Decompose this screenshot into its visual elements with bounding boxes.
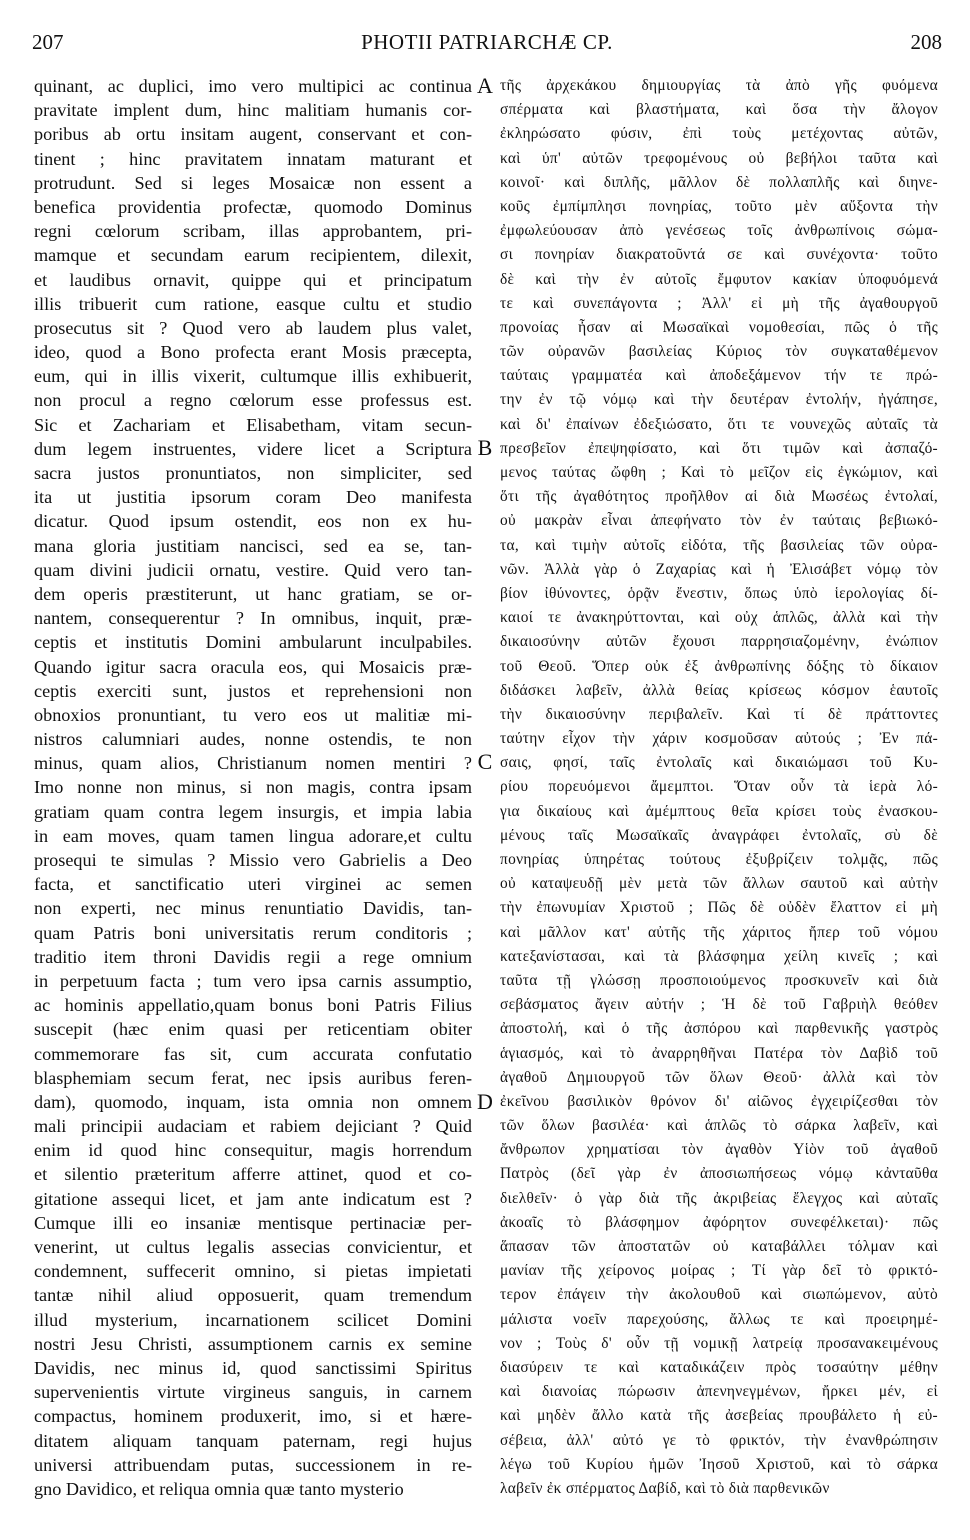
text-line: universi attribuendam putas, successionem in re-: [34, 1454, 472, 1475]
page-header: [32, 30, 942, 56]
text-line: ἐκεῖνου βασιλικὸν θρόνον δι' αἰῶνος ἐγχειρίζεσθαι τὸν: [500, 1092, 938, 1110]
text-line: διελθεῖν· ὁ γὰρ διὰ τῆς ἀκριβείας ἔλεγχος καὶ αὐταῖς: [500, 1189, 938, 1207]
text-line: quam divini judicii ornatu, vestire. Quid vero tan-: [34, 559, 472, 580]
text-line: σεβάσματος ἄγειν αὐτήν ; Ἡ δὲ τοῦ Γαβριὴλ θεόθεν: [500, 996, 938, 1014]
text-line: τὴν δικαιοσύνην περιβαλεῖν. Καὶ τί δὲ πράττοντες: [500, 705, 938, 723]
text-line: τα, καὶ τιμὴν αὐτοῖς εἰδότα, τῆς βασιλείας τῶν οὐρα-: [500, 536, 938, 554]
text-line: τοῦ Θεοῦ. Ὅπερ οὐκ ἐξ ἀνθρωπίνης δόξης τὸ δίκαιον: [500, 657, 938, 675]
text-line: Imo nonne non minus, si non magis, contra ipsam: [34, 777, 472, 798]
text-line: Sic et Zachariam et Elisabetham, vitam secun-: [34, 414, 472, 435]
section-marker-d: D: [477, 1089, 493, 1114]
text-line: λαβεῖν ἐκ σπέρματος Δαβίδ, καὶ τὸ διὰ παρθενικῶν: [500, 1479, 830, 1497]
text-line: regni cœlorum scribam, illas approbantem, pri-: [34, 221, 472, 242]
text-line: non experti, nec minus renuntiatio Davidis, tan-: [34, 898, 472, 919]
text-line: ceptis exerciti sunt, justos et reprehensioni non: [34, 680, 472, 701]
text-line: ditatem aliquam tanquam paternam, regi hujus: [34, 1430, 472, 1451]
text-line: quam Patris boni universitatis rerum conditoris ;: [34, 922, 472, 943]
text-line: non procul a regno cœlorum esse professus est.: [34, 390, 472, 411]
text-line: Quando igitur sacra oracula eos, qui Mosaicis præ-: [34, 656, 472, 677]
text-line: nistros calumniari audes, nonne ostendis, te non: [34, 729, 472, 750]
text-line: eum, qui in illis vixerit, cultumque illis exhibuerit,: [34, 366, 472, 387]
text-line: commemorare fas sit, cum accurata confutatio: [34, 1043, 472, 1064]
text-line: νον ; Τοὺς δ' οὖν τῇ νομικῇ λατρείᾳ προσανακειμένους: [500, 1334, 938, 1352]
text-line: nostri Jesu Christi, assumptionem carnis ex semine: [34, 1333, 472, 1354]
text-line: κατεξανίστασαι, καὶ τὰ βλάσφημα χείλη κινεῖς ; καὶ: [500, 947, 938, 965]
text-line: tantæ nihil aliud opposuerit, quam tremendum: [34, 1285, 472, 1306]
text-line: blasphemiam secum ferat, nec ipsis auribus feren-: [34, 1067, 472, 1088]
running-title: PHOTII PATRIARCHÆ CP.: [361, 30, 613, 54]
text-line: suscepit (hæc enim quasi per reticentiam obiter: [34, 1019, 472, 1040]
text-line: ac hominis appellatio,quam bonus boni Patris Filius: [34, 995, 472, 1016]
text-line: βίον ἰθύνοντες, ὁρᾷν ἔνεστιν, ὅπως ὑπὸ ἱερολογίας δί-: [500, 584, 938, 602]
text-line: benefica providentia profectæ, quomodo Dominus: [34, 196, 472, 217]
text-line: κοινοῖ· καὶ διπλῆς, μᾶλλον δὲ πολλαπλῆς καὶ διηνε-: [500, 173, 938, 191]
text-line: ταῦτα τῇ γλώσσῃ προσποιούμενος προσκυνεῖν καὶ διὰ: [500, 971, 938, 989]
text-line: λέγω τοῦ Κυρίου ἡμῶν Ἰησοῦ Χριστοῦ, καὶ τὸ σάρκα: [500, 1455, 938, 1473]
text-line: μενος ταύτας ὤφθη ; Καὶ τὸ μεῖζον εἰς ἐγκώμιον, καὶ: [500, 464, 938, 481]
text-line: μένους ταῖς Μωσαϊκαῖς ἀναγράφει ἐντολαῖς, σὺ δὲ: [500, 826, 938, 844]
text-line: traditio item throni Davidis regii a rege omnium: [34, 946, 472, 967]
text-line: in perpetuum facta ; tum vero ipsa carnis assumptio,: [34, 970, 472, 991]
text-line: gitatione assequi licet, et jam ante indicatum est ?: [34, 1188, 472, 1209]
text-line: facta, et sanctificatio uteri virginei ac semen: [34, 874, 472, 895]
text-line: μάλιστα νοεῖν παρεχούσης, ἄλλως τε καὶ προειρημέ-: [500, 1310, 938, 1328]
text-line: dicatur. Quod ipsum ostendit, eos non ex hu-: [34, 511, 472, 532]
text-line: διδάσκει λαβεῖν, ἀλλὰ θείας κρίσεως κόσμον ἑαυτοῖς: [500, 681, 938, 699]
text-line: ἁγιασμός, καὶ τὸ ἀναρρηθῆναι Πατέρα τὸν Δαβὶδ τοῦ: [500, 1044, 938, 1062]
text-line: ἐκληρώσατο φύσιν, ἐπὶ τοὺς μετέχοντας αὐτῶν,: [500, 125, 938, 143]
text-line: sacra justos pronuntiatos, non simpliciter, sed: [34, 463, 472, 483]
text-line: ἀποστολή, καὶ ὁ τῆς ἀσπόρου καὶ παρθενικῆς γαστρὸς: [500, 1020, 938, 1038]
text-line: illis tribuerit cum ratione, easque cultu et studio: [34, 293, 472, 314]
text-line: τερον ἐπάγειν τὴν ἀκολουθοῦ καὶ σιωπώμενον, αὐτὸ: [500, 1286, 938, 1304]
text-line: τὴν ἐπωνυμίαν Χριστοῦ ; Πῶς δὲ οὐδὲν ἔλαττον εἰ μὴ: [500, 899, 938, 917]
text-line: σι πονηρίαν διακρατοῦντά σε καὶ συνέχοντα· τοῦτο: [500, 246, 938, 264]
text-line: τῶν ὅλων βασιλέα· καὶ ἁπλῶς τὸ σάρκα λαβεῖν, καὶ: [500, 1117, 938, 1135]
text-line: ἀκοαῖς τὸ βλάσφημον ἀφόρητον συνεφέλκεται)· πῶς: [500, 1213, 938, 1231]
text-line: οὐ καταψευδῇ μὲν μετὰ τῶν ἄλλων σαυτοῦ καὶ αὐτὴν: [500, 875, 938, 893]
text-line: για δικαίους καὶ ἀμέμπτους θεῖα κρίσει τοὺς ἐνασκου-: [500, 802, 938, 820]
text-line: ideo, quod a Bono profecta erant Mosis præcepta,: [34, 342, 472, 363]
right-page-number: 208: [910, 30, 942, 54]
text-line: prosequi te simulas ? Missio vero Gabrielis a Deo: [34, 850, 472, 870]
text-line: et laudibus ornavit, quippe qui et principatum: [34, 269, 472, 290]
text-line: venerint, ut cultus legalis assecias convicientur, et: [34, 1237, 472, 1257]
text-line: poribus ab ortu insitam augent, conservant et con-: [34, 124, 472, 145]
section-marker-a: A: [477, 73, 493, 98]
text-line: et silentio præteritum afferre attinet, quod et co-: [34, 1164, 472, 1185]
text-line: enim id quod hinc consequitur, magis horrendum: [34, 1140, 472, 1161]
text-line: tinent ; hinc pravitatem innatam maturant et: [34, 148, 472, 169]
text-line: ρίου πορευόμενοι ἄμεμπτοι. Ὅταν οὖν τὰ ἱερὰ λό-: [500, 778, 938, 796]
text-line: πονηρίας ὑπηρέτας τούτους ἐξυβρίζειν τολμᾷς, πῶς: [500, 851, 938, 868]
text-line: dam), quomodo, inquam, ista omnia non omnem: [34, 1091, 472, 1112]
text-line: την ἐν τῷ νόμῳ καὶ τὴν δευτέραν ἐντολήν, ἠγάπησε,: [500, 391, 938, 409]
greek-column: [500, 74, 938, 1501]
text-line: ceptis et institutis Domini ambularunt inculpabiles.: [34, 632, 472, 653]
text-line: Cumque illi eo insaniæ mentisque pertinaciæ per-: [34, 1212, 472, 1233]
text-line: mana gloria justitiam nancisci, sed ea se, tan-: [34, 535, 472, 556]
left-page-number: 207: [32, 30, 64, 54]
text-line: πρεσβεῖον ἐπεψηφίσατο, καὶ ὅτι τιμῶν καὶ ἀσπαζό-: [500, 439, 938, 457]
text-line: in eam moves, quam tamen lingua adorare,et cultu: [34, 825, 472, 846]
text-line: ἄνθρωπον χρηματίσαι τὸν ἀγαθὸν Υἱὸν τοῦ ἀγαθοῦ: [500, 1141, 938, 1159]
text-line: καὶ μᾶλλον κατ' αὐτῆς τῆς χάριτος ἤπερ τοῦ νόμου: [500, 923, 938, 941]
text-line: μανίαν τῆς χείρονος μοίρας ; Τί γὰρ δεῖ τὸ φρικτό-: [500, 1262, 938, 1280]
text-line: obnoxios pronuntiant, tu vero eos ut malitiæ mi-: [34, 704, 472, 725]
text-line: τῆς ἀρχεκάκου δημιουργίας τὰ ἀπὸ γῆς φυόμενα: [500, 77, 938, 94]
text-line: ταύταις γραμματέα καὶ ἀποδεξάμενον τήν τε πρώ-: [500, 367, 938, 385]
text-line: σαις, φησί, ταῖς ἐντολαῖς καὶ δικαιώμασι τοῦ Κυ-: [500, 754, 938, 772]
text-line: dem operis præstiterunt, ut hanc gratiam, se or-: [34, 583, 472, 604]
text-line: δὲ καὶ τὴν ἐν αὐτοῖς ἔμφυτον κακίαν ὑποφυόμενά: [500, 270, 938, 288]
text-line: Πατρὸς (δεῖ γὰρ ἐν ἀποσιωπήσεως νόμῳ κἀνταῦθα: [500, 1165, 938, 1183]
text-line: Davidis, nec minus id, quod sanctissimi Spiritus: [34, 1357, 472, 1378]
text-line: minus, quam alios, Christianum nomen mentiri ?: [34, 753, 472, 774]
text-line: σπέρματα καὶ βλαστήματα, καὶ ὅσα τὴν ἄλογον: [500, 101, 938, 119]
text-line: compactus, hominem produxerit, imo, si et hære-: [34, 1406, 472, 1427]
text-line: σέβεια, ἀλλ' αὐτό γε τὸ φρικτόν, τὴν ἐνανθρώπησιν: [500, 1431, 938, 1449]
text-line: gno Davidico, et reliqua omnia quæ tanto mysterio: [34, 1478, 404, 1499]
text-line: pravitate implent dum, hinc malitiam humanis cor-: [34, 100, 472, 121]
text-line: καιοί τε ἀνακηρύττονται, καὶ οὐχ ἁπλῶς, ἀλλὰ καὶ τὴν: [500, 609, 938, 627]
text-line: gratiam quam contra legem insurgis, et impia labia: [34, 801, 472, 822]
latin-column: [34, 74, 472, 1501]
text-line: προνοίας ἦσαν αἱ Μωσαϊκαὶ νομοθεσίαι, πῶς ὁ τῆς: [500, 318, 938, 336]
text-line: mali principii audaciam et rabiem dejiciant ? Quid: [34, 1116, 472, 1137]
text-line: condemnent, suffecerit omnino, si pietas impietati: [34, 1261, 472, 1282]
text-line: κοῦς ἐμπίμπλησι πονηρίας, τοῦτο μὲν αὔξοντα τὴν: [500, 197, 938, 215]
text-line: illud mysterium, incarnationem scilicet Domini: [34, 1309, 472, 1330]
text-line: protrudunt. Sed si leges Mosaicæ non essent a: [34, 172, 472, 193]
text-line: ὅτι τῆς ἀγαθότητος προῆλθον αἱ διὰ Μωσέως ἐντολαί,: [500, 488, 938, 506]
text-line: dum legem instruentes, videre licet a Scriptura: [34, 438, 472, 459]
text-line: mamque et secundam earum recipientem, dilexit,: [34, 245, 472, 266]
section-marker-c: C: [477, 749, 493, 774]
text-line: τε καὶ συνεπάγοντα ; Ἀλλ' εἰ μὴ τῆς ἀγαθουργοῦ: [500, 294, 938, 312]
text-line: supervenientis virtute virgineus sanguis, in carnem: [34, 1382, 472, 1403]
text-line: ἀγαθοῦ Δημιουργοῦ τῶν ὅλων Θεοῦ· ἀλλὰ καὶ τὸν: [500, 1068, 938, 1086]
text-line: nantem, consequerentur ? In omnibus, inquit, præ-: [34, 608, 472, 629]
text-line: ἐμφωλεύουσαν ἀπὸ γενέσεως τοῖς ἀνθρωπίνοις σώμα-: [500, 222, 938, 240]
text-line: ταύτην εἶχον τὴν χάριν κοσμοῦσαν αὐτούς ; Ἐν πά-: [500, 730, 938, 748]
text-line: τῶν οὐρανῶν βασιλείας Κύριος τὸν συγκαταθέμενον: [500, 343, 938, 361]
text-line: οὐ μακρὰν εἶναι ἀπεφήνατο τὸν ἐν ταύταις βεβιωκό-: [500, 512, 938, 530]
text-line: καὶ διανοίας πώρωσιν ἀπενηνεγμένων, ἤρκει μέν, εἰ: [500, 1383, 938, 1401]
text-line: prosecutus sit ? Quod vero ab laudem plus valet,: [34, 317, 472, 338]
text-line: quinant, ac duplici, imo vero multipici ac continua: [34, 76, 472, 96]
section-marker-b: B: [477, 435, 493, 460]
text-line: καὶ ὑπ' αὐτῶν τρεφομένους οὐ βεβήλοι ταῦτα καὶ: [500, 149, 938, 167]
text-line: διασύρειν τε καὶ καταδικάζειν πρὸς τοσαύτην μέθην: [500, 1358, 938, 1376]
text-line: ἅπασαν τῶν ἀποστατῶν οὐ καταβάλλει τόλμαν καὶ: [500, 1238, 938, 1255]
text-line: καὶ μηδὲν ἄλλο κατὰ τῆς ἀσεβείας προυβάλετο ἡ εὐ-: [500, 1407, 938, 1425]
text-line: νῶν. Ἀλλὰ γὰρ ὁ Ζαχαρίας καὶ ἡ Ἐλισάβετ νόμῳ τὸν: [500, 560, 938, 578]
text-line: καὶ δι' ἐπαίνων ἐδεξιώσατο, ὅτι τε νουνεχῶς αὐταῖς τὰ: [500, 415, 938, 433]
text-line: δικαιοσύνην αὐτῶν ἔχουσι παρρησιαζομένην, ἐνώπιον: [500, 633, 938, 651]
text-line: ita ut justitia ipsorum coram Deo manifesta: [34, 487, 472, 508]
